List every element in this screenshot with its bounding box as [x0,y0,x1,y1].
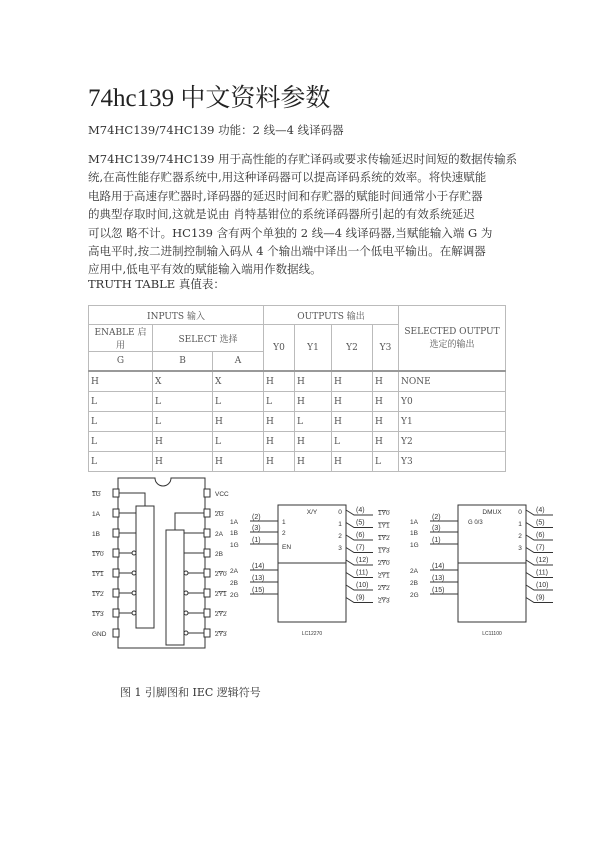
figure-label: 2 [518,533,522,540]
table-cell: X [213,371,264,392]
figure-label: 2Y3 [378,597,390,605]
figure-label: (4) [356,507,365,514]
dip-chip-outline [118,478,205,648]
figure-label: (15) [252,587,265,594]
table-row [89,412,506,432]
figure-label: 1Y1 [92,571,104,578]
table-cell: H [264,412,295,432]
paragraph-line: 应用中,低电平有效的赋能输入端用作数据线。 [88,262,322,277]
pin [113,489,119,497]
table-cell: H [295,371,332,392]
inversion-bubble [184,611,188,615]
table-cell: X [153,371,213,392]
pin [204,529,210,537]
table-cell: Y1 [399,412,506,432]
table-row [89,452,506,472]
table-cell: H [332,452,373,472]
header-enable: ENABLE 启用 [89,325,153,352]
header-y0: Y0 [264,325,295,372]
figure-label: (13) [252,575,265,582]
decoder-block [136,506,154,628]
figure-label: (2) [432,514,441,521]
figure-label: 1G [410,542,419,549]
header-b: B [153,352,213,372]
table-cell: H [153,452,213,472]
table-row [89,371,506,392]
table-cell: NONE [399,371,506,392]
figure-label: 3 [338,545,342,552]
figure-label: (1) [252,537,261,544]
figure-label: 1B [410,530,418,537]
inversion-bubble [132,611,136,615]
pin [113,549,119,557]
table-cell: L [213,432,264,452]
pin [113,609,119,617]
pin [113,529,119,537]
figure-label: 1 [518,521,522,528]
table-cell: H [89,371,153,392]
figure-label: EN [282,544,292,551]
figure-label: 1G [230,542,239,549]
figure-label: 2G [410,592,419,599]
figure-label: 2Y0 [215,571,227,578]
figure-label: 2 [282,530,286,537]
figure-label: 1Y3 [378,547,390,555]
figure-label: (14) [252,563,265,570]
table-cell: H [295,432,332,452]
figure-label: 1Y2 [378,535,390,542]
figure-label: 0 [518,509,522,516]
table-cell: Y3 [399,452,506,472]
figure-label: (1) [432,537,441,544]
table-cell: H [332,392,373,412]
table-cell: L [153,412,213,432]
table-cell: L [153,392,213,412]
figure-label: 2B [215,551,223,558]
table-cell: H [373,392,399,412]
figure-label: (3) [432,525,441,532]
pin [204,589,210,597]
figure-label: 1Y3 [92,611,104,618]
decoder-block [166,530,184,645]
pin [204,489,210,497]
figure-label: (10) [356,582,369,589]
table-cell: H [153,432,213,452]
inversion-bubble [184,631,188,635]
inversion-bubble [184,591,188,595]
paragraph-line: 高电平时,按二进制控制输入码从 4 个输出端中译出一个低电平输出。在解调器 [88,244,486,259]
table-cell: H [213,452,264,472]
figure-label: GND [92,631,107,638]
truth-table-label: TRUTH TABLE 真值表： [88,277,225,291]
table-row [89,392,506,412]
figure-label: (7) [356,544,365,552]
figure-label: 2Y1 [378,572,390,580]
page-title: 74hc139 中文资料参数 [88,85,331,112]
figure-label: 1Y1 [378,522,390,530]
header-a: A [213,352,264,372]
table-cell: H [213,412,264,432]
figure-label: 1A [92,511,100,518]
figure-label: (2) [252,514,261,521]
pin [204,569,210,577]
table-cell: L [89,432,153,452]
pin [113,509,119,517]
pin [113,629,119,637]
table-cell: L [89,392,153,412]
figure-label: 2Y1 [215,591,227,598]
table-cell: H [264,432,295,452]
header-select: SELECT 选择 [153,325,264,352]
paragraph-line: 的典型存取时间,这就是说由 肖特基钳位的系统译码器所引起的有效系统延迟 [88,207,475,222]
table-cell: L [89,452,153,472]
header-y2: Y2 [332,325,373,372]
table-cell: L [89,412,153,432]
figure-label: LC11100 [482,631,502,637]
table-cell: L [332,432,373,452]
figure-label: 2A [215,531,223,538]
figure-label: 2Y2 [378,585,390,592]
header-y3: Y3 [373,325,399,372]
table-cell: L [295,412,332,432]
figure-label: 1A [230,519,238,526]
table-row [89,432,506,452]
header-y1: Y1 [295,325,332,372]
figure-label: (15) [432,587,445,594]
inversion-bubble [132,551,136,555]
inversion-bubble [132,591,136,595]
figure-label: (11) [536,569,548,577]
figure-label: 2A [410,568,418,575]
table-cell: L [213,392,264,412]
figure-label: (5) [356,519,365,527]
figure-label: (4) [536,507,545,514]
table-cell: Y0 [399,392,506,412]
figure-label: (9) [536,594,545,602]
figure-label: (11) [356,569,368,577]
figure-label: (14) [432,563,445,570]
table-cell: H [373,371,399,392]
figure-label: 2B [410,580,418,587]
table-cell: H [373,432,399,452]
table-cell: H [332,371,373,392]
pin [113,589,119,597]
table-cell: L [373,452,399,472]
paragraph-line: M74HC139/74HC139 用于高性能的存贮译码或要求传输延迟时间短的数据传输系 [88,152,518,166]
pin [204,629,210,637]
description-paragraph [88,150,518,279]
figure-label: 1G [92,491,101,498]
inversion-bubble [184,571,188,575]
figure-label: LC12270 [301,631,323,637]
paragraph-line: 电路用于高速存贮器时,译码器的延迟时间和存贮器的赋能时间通常小于存贮器 [88,188,483,203]
paragraph-line: 可以忽 略不计。HC139 含有两个单独的 2 线—4 线译码器,当赋能输入端 G 为 [88,225,493,240]
figure-line [119,493,204,530]
figure-label: (13) [432,575,445,582]
figure-label: (9) [356,594,365,602]
figure-label: 2A [230,568,238,575]
table-cell: H [264,452,295,472]
pinout-and-iec-logic-figure [80,470,560,655]
inversion-bubble [132,571,136,575]
figure-label: 1 [338,521,342,528]
truth-table [88,305,506,472]
figure-label: (10) [536,582,549,589]
figure-label: 2 [338,533,342,540]
figure-label: (7) [536,544,545,552]
figure-label: 1A [410,519,418,526]
figure-label: 2Y0 [378,560,390,567]
figure-label: 1B [92,531,100,538]
header-g: G [89,352,153,372]
figure-label: (12) [356,557,369,564]
table-cell: H [373,412,399,432]
figure-label: 0 [338,509,342,516]
pin [204,549,210,557]
paragraph-line: 统,在高性能存贮器系统中,用这种译码器可以提高译码系统的效率。将快速赋能 [88,170,487,185]
pin [204,509,210,517]
figure-label: 2Y3 [215,631,227,638]
table-cell: H [332,412,373,432]
figure-label: 1Y0 [92,551,104,558]
figure-label: 1Y2 [92,591,104,598]
figure-caption: 图 1 引脚图和 IEC 逻辑符号 [120,686,261,699]
figure-label: 1Y0 [378,510,390,517]
table-cell: Y2 [399,432,506,452]
figure-label: DMUX [482,509,502,516]
figure-label: 1 [282,519,286,526]
figure-label: 2G [215,511,224,518]
figure-label: G 0/3 [468,520,483,526]
figure-label: (12) [536,557,549,564]
table-cell: H [264,371,295,392]
figure-label: 1B [230,530,238,537]
pin [204,609,210,617]
figure-label: (6) [536,532,545,539]
figure-label: (5) [536,519,545,527]
table-cell: L [264,392,295,412]
header-selected-output: SELECTED OUTPUT 选定的输出 [399,306,506,372]
figure-label: VCC [215,491,229,498]
table-cell: H [295,392,332,412]
figure-label: 2Y2 [215,611,227,618]
header-outputs: OUTPUTS 输出 [264,306,399,325]
subtitle: M74HC139/74HC139 功能：2 线—4 线译码器 [88,123,344,137]
figure-label: X/Y [306,509,318,516]
figure-label: 2B [230,580,238,587]
figure-label: 3 [518,545,522,552]
figure-label: 2G [230,592,239,599]
header-inputs: INPUTS 输入 [89,306,264,325]
table-cell: H [295,452,332,472]
pin [113,569,119,577]
figure-label: (3) [252,525,261,532]
figure-label: (6) [356,532,365,539]
